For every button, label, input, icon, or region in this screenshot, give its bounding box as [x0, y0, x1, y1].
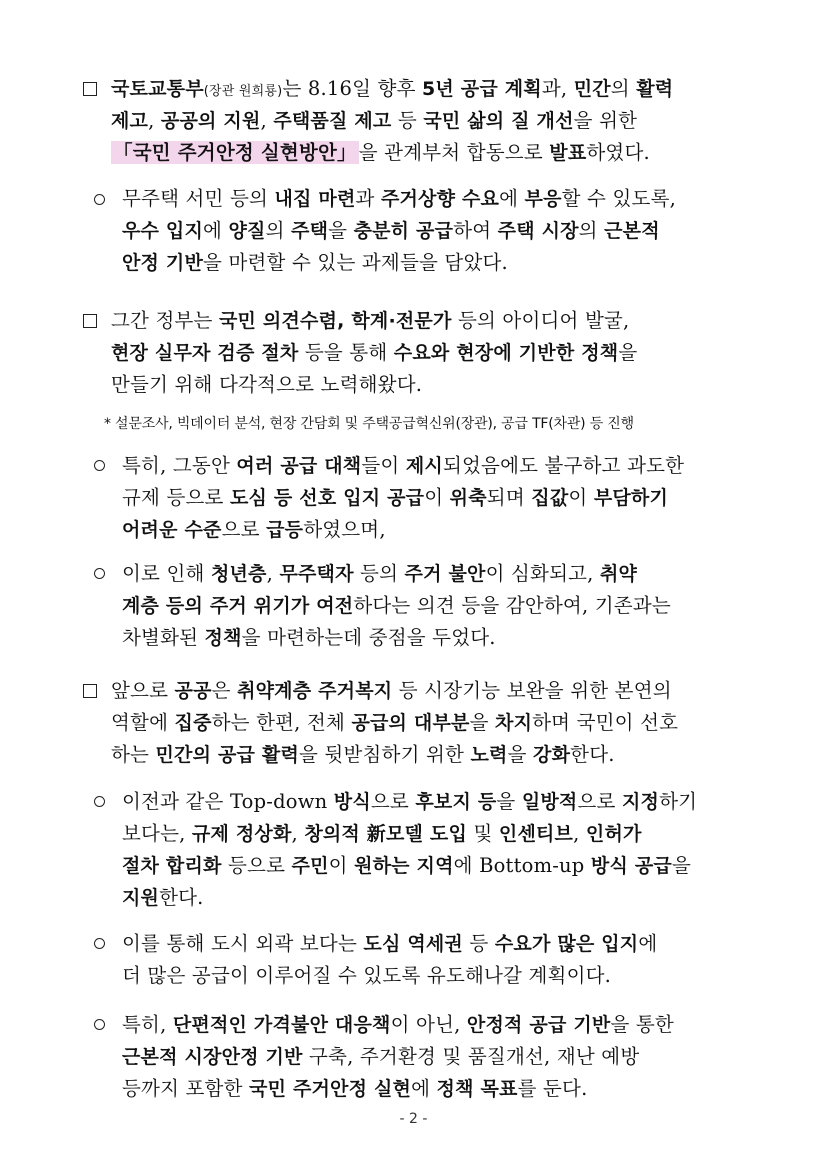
square-bullet-icon	[83, 314, 97, 328]
text-run: ,	[148, 109, 161, 132]
text-run: 등	[463, 932, 495, 955]
bold-text: 공공	[174, 680, 212, 702]
bold-text: 부응	[524, 188, 562, 210]
bold-text: 규제 정상화	[191, 823, 292, 845]
bold-text: 정책	[204, 627, 242, 649]
text-run: 하였으며,	[303, 518, 386, 541]
text-run: ,	[291, 822, 305, 845]
text-run: 으로	[221, 518, 267, 541]
para-line	[111, 105, 637, 137]
bold-text: 일방적	[521, 791, 578, 813]
text-run: 무주택 서민 등의	[122, 187, 275, 210]
circle-bullet-icon	[94, 1019, 105, 1030]
text-run: 들이	[361, 454, 406, 477]
bold-text: 주거상향 수요	[380, 188, 500, 210]
bullet-line	[122, 183, 676, 215]
circle-bullet-icon	[94, 938, 105, 949]
text-run: 이 심화되고,	[485, 562, 600, 585]
text-run: 한다.	[159, 886, 204, 909]
text-run: 에	[499, 187, 525, 210]
text-run: 를 둔다.	[517, 1077, 588, 1100]
bold-text: 안정 기반	[122, 252, 204, 274]
bold-text: 도심 역세권	[363, 933, 463, 955]
text-run: 하여	[453, 219, 498, 242]
bullet-line	[122, 622, 496, 654]
bold-text: 양질	[228, 220, 266, 242]
bold-text: 원하는 지역	[354, 855, 454, 877]
bold-text: 5년 공급 계획	[422, 78, 542, 100]
bullet-line	[122, 960, 611, 992]
text-run: 한다.	[570, 743, 615, 766]
circle-bullet-icon	[94, 568, 105, 579]
bold-text: 제고	[111, 110, 149, 132]
small-text: (장관 원희룡)	[203, 84, 283, 99]
text-run: ,	[573, 822, 586, 845]
bold-text: 주택	[291, 220, 329, 242]
text-run: 에	[638, 932, 658, 955]
text-run: 특히,	[122, 1013, 173, 1036]
text-run: 은	[211, 679, 238, 702]
para-line	[111, 707, 678, 739]
text-run: 이를 통해 도시 외곽 보다는	[122, 932, 364, 955]
text-run: 등 시장기능 보완을 위한 본연의	[392, 679, 672, 702]
text-run: 이	[424, 486, 450, 509]
text-run: 만들기 위해 다각적으로 노력해왔다.	[111, 373, 423, 396]
text-run: 하는	[111, 743, 156, 766]
para-line	[111, 137, 650, 169]
text-run: 을 위한	[573, 109, 638, 132]
bold-text: 집중	[174, 712, 212, 734]
para-line	[111, 305, 629, 337]
text-run: 는 8.16일 향후	[282, 77, 423, 100]
para-line	[111, 369, 422, 401]
bold-text: 민간의 공급 활력	[155, 744, 299, 766]
bold-text: 근본적 시장안정 기반	[122, 1046, 303, 1068]
bold-text: 활력	[636, 78, 674, 100]
text-run: 이	[568, 486, 594, 509]
bold-text: 주택품질 제고	[273, 110, 392, 132]
text-run: 되며	[486, 486, 532, 509]
text-run: 및	[467, 822, 499, 845]
bold-text: 지원	[122, 887, 160, 909]
bold-text: 충분히 공급	[353, 220, 454, 242]
text-run: 하다는 의견 등을 감안하여, 기존과는	[353, 594, 671, 617]
text-run: 을 관계부처 합동으로	[358, 141, 550, 164]
bold-text: 발표	[549, 142, 587, 164]
bullet-line	[122, 215, 660, 247]
text-run: 하기	[659, 790, 698, 813]
text-run: 의	[578, 219, 605, 242]
bullet-line	[122, 850, 691, 882]
bold-text: 수요가 많은 입지	[494, 933, 639, 955]
bullet-line	[122, 818, 642, 850]
text-run: 하는 한편, 전체	[211, 711, 352, 734]
bold-text: 취약	[599, 563, 638, 585]
bold-text: 절차 합리화	[122, 855, 222, 877]
highlighted-title: 「국민 주거안정 실현방안」	[113, 141, 357, 164]
bold-text: 어려운 수준	[122, 519, 222, 541]
bold-text: 무주택자	[279, 563, 354, 585]
text-run: 하였다.	[586, 141, 650, 164]
bold-text: 내집 마련	[274, 188, 356, 210]
bold-text: 계층 등의 주거 위기가 여전	[122, 595, 354, 617]
para-line	[111, 73, 673, 105]
square-bullet-icon	[83, 82, 97, 96]
bullet-line	[122, 1009, 674, 1041]
bold-text: 주거 불안	[404, 563, 486, 585]
bold-text: 국토교통부	[111, 78, 204, 100]
bold-text: 창의적 新모델 도입	[304, 823, 468, 845]
bullet-line	[122, 450, 684, 482]
bold-text: 공급의 대부분	[351, 712, 470, 734]
bold-text: 차지	[495, 712, 533, 734]
text-run: 을 마련할 수 있는 과제들을 담았다.	[203, 251, 508, 274]
bold-text: 도심 등 선호 입지 공급	[229, 487, 425, 509]
text-run: 을 뒷받침하기 위한	[299, 743, 471, 766]
bullet-line	[122, 928, 657, 960]
text-run: 과,	[541, 77, 574, 100]
bold-text: 민간	[573, 78, 611, 100]
text-run: 등을 통해	[298, 341, 394, 364]
text-run: 그간 정부는	[111, 309, 219, 332]
text-run: 이로 인해	[122, 562, 211, 585]
bold-text: 위축	[449, 487, 487, 509]
bold-text: 여러 공급 대책	[236, 455, 362, 477]
text-run: 역할에	[111, 711, 175, 734]
bold-text: 인허가	[585, 823, 642, 845]
text-run: ,	[260, 109, 274, 132]
text-run: 을	[496, 790, 522, 813]
bullet-line	[122, 247, 508, 279]
text-run: 으로	[370, 790, 416, 813]
text-run: 이전과 같은 Top-down	[122, 790, 334, 813]
text-run: 을	[328, 219, 354, 242]
text-run: 특히, 그동안	[122, 454, 237, 477]
circle-bullet-icon	[94, 194, 105, 205]
bold-text: 집값	[531, 487, 569, 509]
text-run: 더 많은 공급이 이루어질 수 있도록 유도해나갈 계획이다.	[122, 964, 612, 987]
text-run: 에 Bottom-up	[453, 854, 591, 877]
text-run: 을	[618, 341, 638, 364]
bold-text: 수요와 현장에 기반한 정책	[393, 342, 619, 364]
bold-text: 제시	[405, 455, 443, 477]
bullet-line	[122, 590, 671, 622]
bullet-line	[122, 1073, 587, 1105]
page-number: - 2 -	[399, 1111, 428, 1127]
text-run: 을	[469, 711, 496, 734]
bold-text: 국민 의견수렴, 학계·전문가	[218, 310, 452, 332]
bold-text: 강화	[533, 744, 571, 766]
text-run: 구축, 주거환경 및 품질개선, 재난 예방	[302, 1045, 640, 1068]
bold-text: 주민	[291, 855, 329, 877]
bold-text: 현장 실무자 검증 절차	[111, 342, 299, 364]
text-run: 과	[355, 187, 381, 210]
text-run: ,	[266, 562, 280, 585]
text-run: 이	[328, 854, 355, 877]
bold-text: 방식	[333, 791, 371, 813]
text-run: 등	[391, 109, 424, 132]
text-run: 등까지 포함한	[122, 1077, 250, 1100]
bullet-line	[122, 786, 697, 818]
para-line	[111, 337, 637, 369]
bold-text: 인센티브	[498, 823, 574, 845]
bullet-line	[122, 514, 386, 546]
bullet-line	[122, 882, 204, 914]
text-run: 등의 아이디어 발굴,	[451, 309, 630, 332]
circle-bullet-icon	[94, 796, 105, 807]
text-run: 앞으로	[111, 679, 175, 702]
text-run: 차별화된	[122, 626, 205, 649]
bold-text: 취약계층 주거복지	[237, 680, 393, 702]
bold-text: 후보지 등	[415, 791, 497, 813]
text-run: 의	[265, 219, 292, 242]
bold-text: 국민 삶의 질 개선	[423, 110, 574, 132]
bullet-line	[122, 1041, 639, 1073]
text-run: 되었음에도 불구하고 과도한	[442, 454, 685, 477]
text-run: 을	[671, 854, 691, 877]
bold-text: 방식 공급	[590, 855, 672, 877]
bullet-line	[122, 482, 668, 514]
text-run: 을 마련하는데 중점을 두었다.	[241, 626, 496, 649]
bold-text: 우수 입지	[122, 220, 204, 242]
text-run: 의	[610, 77, 637, 100]
bold-text: 주택 시장	[497, 220, 579, 242]
text-run: 에	[411, 1077, 437, 1100]
bold-text: 청년층	[210, 563, 267, 585]
bold-text: 급등	[266, 519, 304, 541]
bold-text: 지정	[621, 791, 660, 813]
text-run: 등으로	[221, 854, 292, 877]
bullet-line	[122, 558, 637, 590]
bold-text: 근본적	[604, 220, 660, 242]
text-run: 으로	[577, 790, 622, 813]
bold-text: 정책 목표	[436, 1078, 518, 1100]
text-run: 이 아닌,	[390, 1013, 467, 1036]
para-line	[111, 675, 672, 707]
text-run: 하며 국민이 선호	[532, 711, 679, 734]
text-run: 을 통한	[610, 1013, 674, 1036]
bold-text: 단편적인 가격불안 대응책	[172, 1014, 391, 1036]
footnote: * 설문조사, 빅데이터 분석, 현장 간담회 및 주택공급혁신위(장관), 공급 TF(차관) 등 진행	[104, 416, 634, 432]
bold-text: 국민 주거안정 실현	[249, 1078, 412, 1100]
text-run: 할 수 있도록,	[561, 187, 677, 210]
square-bullet-icon	[83, 684, 97, 698]
bold-text: 부담하기	[593, 487, 669, 509]
text-run: 보다는,	[122, 822, 192, 845]
circle-bullet-icon	[94, 460, 105, 471]
bold-text: 노력	[470, 744, 508, 766]
text-run: 규제 등으로	[122, 486, 230, 509]
text-run: 에	[203, 219, 229, 242]
bold-text: 안정적 공급 기반	[466, 1014, 611, 1036]
para-line	[111, 739, 615, 771]
text-run: 등의	[353, 562, 405, 585]
text-run: 을	[507, 743, 534, 766]
bold-text: 공공의 지원	[160, 110, 261, 132]
